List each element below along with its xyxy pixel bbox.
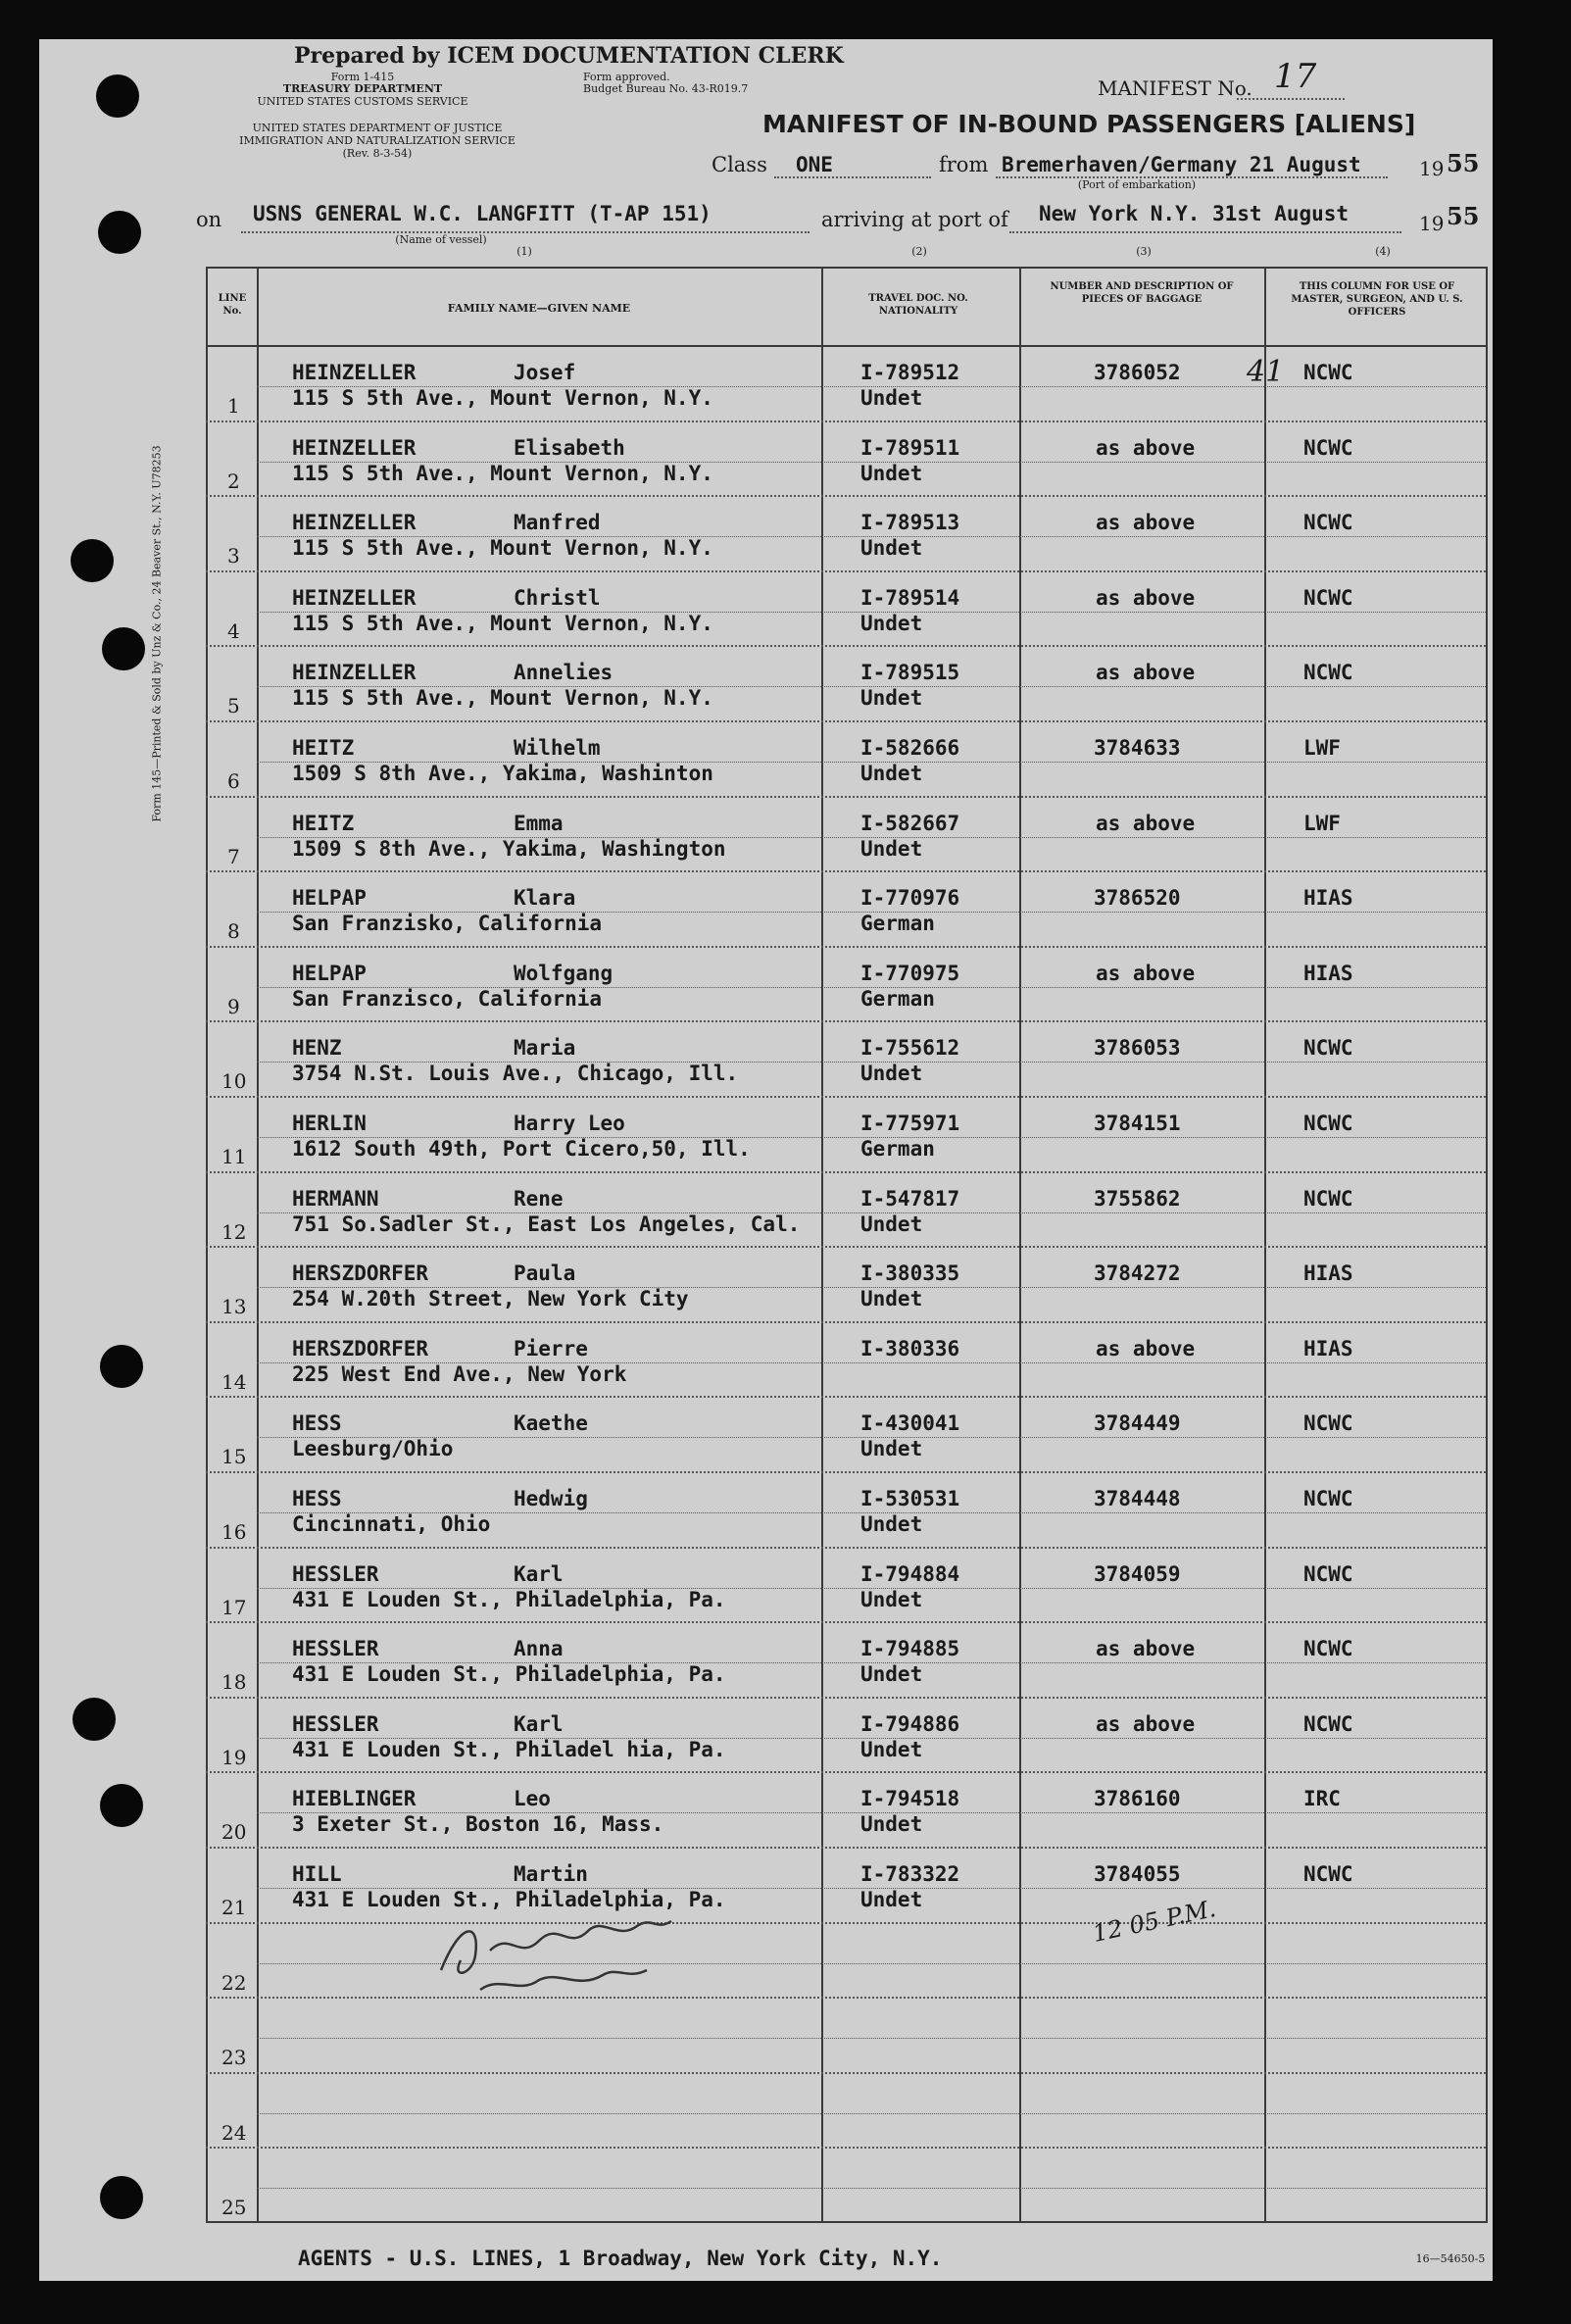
baggage: as above bbox=[1096, 811, 1196, 835]
class-value: ONE bbox=[796, 153, 833, 176]
travel-doc-no: I-430041 bbox=[860, 1411, 960, 1436]
given-name: Emma bbox=[514, 811, 564, 835]
line-number: 19 bbox=[221, 1745, 247, 1769]
family-name: HERMANN bbox=[292, 1186, 379, 1211]
line-number: 18 bbox=[221, 1670, 247, 1695]
family-name: HIEBLINGER bbox=[292, 1787, 417, 1811]
baggage: 3784449 bbox=[1094, 1411, 1181, 1436]
given-name: Manfred bbox=[514, 511, 601, 535]
family-name: HELPAP bbox=[292, 961, 367, 985]
baggage: 3784055 bbox=[1094, 1862, 1181, 1886]
handwritten-note: 41 bbox=[1247, 355, 1285, 389]
line-number: 7 bbox=[227, 844, 240, 868]
from-value: Bremerhaven/Germany 21 August bbox=[1002, 153, 1361, 176]
family-name: HESSLER bbox=[292, 1561, 379, 1586]
officer-use: LWF bbox=[1303, 811, 1341, 835]
travel-doc-no: I-755612 bbox=[860, 1036, 960, 1061]
signature-drawing bbox=[421, 1902, 686, 2009]
address: San Franzisko, California bbox=[292, 912, 603, 936]
given-name: Rene bbox=[514, 1186, 564, 1211]
travel-doc-no: I-530531 bbox=[860, 1487, 960, 1510]
baggage: as above bbox=[1096, 1637, 1196, 1661]
col-num-4: (4) bbox=[1375, 245, 1391, 258]
nationality: German bbox=[860, 912, 935, 936]
address: 1509 S 8th Ave., Yakima, Washinton bbox=[292, 762, 713, 785]
baggage: 3784272 bbox=[1094, 1261, 1181, 1286]
baggage: 3755862 bbox=[1094, 1186, 1181, 1211]
nationality: Undet bbox=[860, 762, 923, 785]
line-number: 10 bbox=[221, 1069, 247, 1094]
col-header-doc: TRAVEL DOC. NO. NATIONALITY bbox=[868, 293, 968, 317]
revision: (Rev. 8-3-54) bbox=[342, 147, 413, 160]
officer-use: NCWC bbox=[1303, 361, 1353, 384]
line-number: 9 bbox=[227, 994, 240, 1018]
given-name: Josef bbox=[514, 361, 576, 384]
family-name: HEITZ bbox=[292, 811, 355, 835]
given-name: Pierre bbox=[514, 1336, 588, 1360]
customs-service: UNITED STATES CUSTOMS SERVICE bbox=[257, 95, 468, 108]
col-header-name: FAMILY NAME—GIVEN NAME bbox=[447, 302, 631, 315]
given-name: Wolfgang bbox=[514, 961, 614, 985]
travel-doc-no: I-794885 bbox=[860, 1637, 960, 1661]
address: 115 S 5th Ave., Mount Vernon, N.Y. bbox=[292, 611, 713, 635]
nationality: German bbox=[860, 986, 935, 1011]
given-name: Christl bbox=[514, 585, 601, 610]
travel-doc-no: I-770976 bbox=[860, 886, 960, 911]
address: 115 S 5th Ave., Mount Vernon, N.Y. bbox=[292, 461, 713, 485]
baggage: 3786160 bbox=[1094, 1787, 1181, 1811]
footer-agents: AGENTS - U.S. LINES, 1 Broadway, New York City, N.Y. bbox=[298, 2247, 943, 2270]
family-name: HEINZELLER bbox=[292, 511, 417, 535]
family-name: HEINZELLER bbox=[292, 661, 417, 685]
travel-doc-no: I-789512 bbox=[860, 361, 960, 384]
line-number: 13 bbox=[221, 1295, 247, 1319]
col-num-3: (3) bbox=[1136, 245, 1152, 258]
nationality: Undet bbox=[860, 1437, 923, 1461]
travel-doc-no: I-794884 bbox=[860, 1561, 960, 1586]
officer-use: NCWC bbox=[1303, 661, 1353, 685]
travel-doc-no: I-794518 bbox=[860, 1787, 960, 1811]
address: San Franzisco, California bbox=[292, 986, 603, 1011]
family-name: HEINZELLER bbox=[292, 585, 417, 610]
arriving-label: arriving at port of bbox=[821, 208, 1008, 231]
line-number: 12 bbox=[221, 1219, 247, 1244]
nationality: Undet bbox=[860, 1211, 923, 1236]
officer-use: NCWC bbox=[1303, 1411, 1353, 1436]
travel-doc-no: I-783322 bbox=[860, 1862, 960, 1886]
given-name: Hedwig bbox=[514, 1487, 588, 1510]
year-prefix: 19 bbox=[1419, 157, 1445, 180]
baggage: as above bbox=[1096, 1336, 1196, 1360]
nationality: Undet bbox=[860, 1512, 923, 1536]
nationality: Undet bbox=[860, 611, 923, 635]
line-number: 23 bbox=[221, 2046, 247, 2070]
form-approved: Form approved. bbox=[583, 71, 670, 83]
nationality: Undet bbox=[860, 1662, 923, 1687]
given-name: Maria bbox=[514, 1036, 576, 1061]
prepared-by: Prepared by ICEM DOCUMENTATION CLERK bbox=[294, 43, 844, 69]
nationality: Undet bbox=[860, 536, 923, 561]
line-number: 6 bbox=[227, 769, 240, 793]
line-number: 21 bbox=[221, 1896, 247, 1919]
nationality: Undet bbox=[860, 1287, 923, 1311]
given-name: Anna bbox=[514, 1637, 564, 1661]
vessel-label: (Name of vessel) bbox=[395, 233, 487, 246]
line-number: 25 bbox=[221, 2196, 247, 2220]
travel-doc-no: I-794886 bbox=[860, 1711, 960, 1736]
address: 431 E Louden St., Philadelphia, Pa. bbox=[292, 1587, 726, 1611]
from-label: from bbox=[939, 153, 989, 176]
address: 431 E Louden St., Philadel hia, Pa. bbox=[292, 1737, 726, 1761]
line-number: 5 bbox=[227, 694, 240, 718]
address: 115 S 5th Ave., Mount Vernon, N.Y. bbox=[292, 686, 713, 711]
given-name: Karl bbox=[514, 1711, 564, 1736]
line-number: 15 bbox=[221, 1445, 247, 1469]
baggage: 3784633 bbox=[1094, 736, 1181, 760]
given-name: Karl bbox=[514, 1561, 564, 1586]
line-number: 24 bbox=[221, 2120, 247, 2145]
baggage: 3784059 bbox=[1094, 1561, 1181, 1586]
nationality: Undet bbox=[860, 1888, 923, 1911]
year2-prefix: 19 bbox=[1419, 212, 1445, 235]
officer-use: NCWC bbox=[1303, 585, 1353, 610]
year-value: 55 bbox=[1447, 149, 1480, 177]
nationality: Undet bbox=[860, 386, 923, 410]
baggage: as above bbox=[1096, 1711, 1196, 1736]
given-name: Kaethe bbox=[514, 1411, 588, 1436]
col-header-baggage: NUMBER AND DESCRIPTION OF PIECES OF BAGGAGE bbox=[1050, 281, 1234, 305]
given-name: Martin bbox=[514, 1862, 588, 1886]
ins-service: IMMIGRATION AND NATURALIZATION SERVICE bbox=[239, 134, 515, 147]
line-number: 1 bbox=[227, 394, 240, 418]
line-number: 2 bbox=[227, 469, 240, 493]
given-name: Klara bbox=[514, 886, 576, 911]
family-name: HERLIN bbox=[292, 1112, 367, 1135]
officer-use: NCWC bbox=[1303, 435, 1353, 460]
baggage: 3786520 bbox=[1094, 886, 1181, 911]
officer-use: IRC bbox=[1303, 1787, 1341, 1811]
baggage: 3786053 bbox=[1094, 1036, 1181, 1061]
officer-use: NCWC bbox=[1303, 1036, 1353, 1061]
address: 431 E Louden St., Philadelphia, Pa. bbox=[292, 1662, 726, 1687]
given-name: Annelies bbox=[514, 661, 614, 685]
officer-use: NCWC bbox=[1303, 1487, 1353, 1510]
given-name: Paula bbox=[514, 1261, 576, 1286]
justice-dept: UNITED STATES DEPARTMENT OF JUSTICE bbox=[252, 122, 503, 134]
class-label: Class bbox=[712, 153, 767, 176]
officer-use: HIAS bbox=[1303, 1336, 1353, 1360]
line-number: 14 bbox=[221, 1369, 247, 1394]
arriving-value: New York N.Y. 31st August bbox=[1039, 202, 1350, 225]
port-embarkation-label: (Port of embarkation) bbox=[1077, 178, 1197, 191]
travel-doc-no: I-789513 bbox=[860, 511, 960, 535]
baggage: 3784151 bbox=[1094, 1112, 1181, 1135]
nationality: Undet bbox=[860, 1812, 923, 1837]
given-name: Elisabeth bbox=[514, 435, 625, 460]
col-num-2: (2) bbox=[911, 245, 927, 258]
officer-use: NCWC bbox=[1303, 1637, 1353, 1661]
manifest-no-label: MANIFEST No. bbox=[1098, 76, 1252, 100]
address: 1509 S 8th Ave., Yakima, Washington bbox=[292, 836, 726, 861]
line-number: 16 bbox=[221, 1520, 247, 1544]
nationality: Undet bbox=[860, 836, 923, 861]
family-name: HELPAP bbox=[292, 886, 367, 911]
family-name: HENZ bbox=[292, 1036, 342, 1061]
manifest-no-value: 17 bbox=[1274, 57, 1317, 96]
officer-use: HIAS bbox=[1303, 1261, 1353, 1286]
family-name: HERSZDORFER bbox=[292, 1261, 429, 1286]
year2-value: 55 bbox=[1447, 202, 1480, 230]
address: 115 S 5th Ave., Mount Vernon, N.Y. bbox=[292, 386, 713, 410]
address: 254 W.20th Street, New York City bbox=[292, 1287, 689, 1311]
form-number: Form 1-415 bbox=[330, 71, 395, 83]
travel-doc-no: I-789515 bbox=[860, 661, 960, 685]
officer-use: NCWC bbox=[1303, 1862, 1353, 1886]
line-number: 11 bbox=[221, 1145, 247, 1168]
baggage: as above bbox=[1096, 961, 1196, 985]
line-number: 4 bbox=[227, 618, 240, 643]
baggage: as above bbox=[1096, 435, 1196, 460]
officer-use: NCWC bbox=[1303, 511, 1353, 535]
officer-use: NCWC bbox=[1303, 1711, 1353, 1736]
address: Cincinnati, Ohio bbox=[292, 1512, 491, 1536]
printer-imprint: Form 145—Printed & Sold by Unz & Co., 24 Beaver St., N.Y. U78253 bbox=[150, 445, 164, 822]
baggage: as above bbox=[1096, 661, 1196, 685]
baggage: 3784448 bbox=[1094, 1487, 1181, 1510]
officer-use: LWF bbox=[1303, 736, 1341, 760]
baggage: as above bbox=[1096, 511, 1196, 535]
travel-doc-no: I-582666 bbox=[860, 736, 960, 760]
officer-use: NCWC bbox=[1303, 1186, 1353, 1211]
nationality: Undet bbox=[860, 1737, 923, 1761]
family-name: HEINZELLER bbox=[292, 435, 417, 460]
nationality: Undet bbox=[860, 461, 923, 485]
officer-use: HIAS bbox=[1303, 961, 1353, 985]
col-header-use: THIS COLUMN FOR USE OF MASTER, SURGEON, AND U. S. OFFICERS bbox=[1291, 281, 1463, 318]
travel-doc-no: I-582667 bbox=[860, 811, 960, 835]
family-name: HESS bbox=[292, 1411, 342, 1436]
address: 115 S 5th Ave., Mount Vernon, N.Y. bbox=[292, 536, 713, 561]
travel-doc-no: I-789511 bbox=[860, 435, 960, 460]
family-name: HEINZELLER bbox=[292, 361, 417, 384]
address: 431 E Louden St., Philadelphia, Pa. bbox=[292, 1888, 726, 1911]
nationality: German bbox=[860, 1137, 935, 1161]
on-label: on bbox=[196, 208, 222, 231]
travel-doc-no: I-775971 bbox=[860, 1112, 960, 1135]
handwritten-time: 12 05 P.M. bbox=[1090, 1895, 1218, 1948]
address: Leesburg/Ohio bbox=[292, 1437, 454, 1461]
col-num-1: (1) bbox=[516, 245, 532, 258]
travel-doc-no: I-789514 bbox=[860, 585, 960, 610]
address: 751 So.Sadler St., East Los Angeles, Cal. bbox=[292, 1211, 801, 1236]
family-name: HESSLER bbox=[292, 1637, 379, 1661]
nationality: Undet bbox=[860, 1587, 923, 1611]
family-name: HESSLER bbox=[292, 1711, 379, 1736]
travel-doc-no: I-770975 bbox=[860, 961, 960, 985]
vessel-name: USNS GENERAL W.C. LANGFITT (T-AP 151) bbox=[253, 202, 712, 225]
line-number: 20 bbox=[221, 1820, 247, 1845]
travel-doc-no: I-547817 bbox=[860, 1186, 960, 1211]
manifest-title: MANIFEST OF IN-BOUND PASSENGERS [ALIENS] bbox=[762, 110, 1416, 138]
address: 3754 N.St. Louis Ave., Chicago, Ill. bbox=[292, 1062, 739, 1086]
col-header-line: LINE No. bbox=[218, 293, 247, 317]
nationality: Undet bbox=[860, 686, 923, 711]
given-name: Wilhelm bbox=[514, 736, 601, 760]
officer-use: NCWC bbox=[1303, 1561, 1353, 1586]
line-number: 22 bbox=[221, 1970, 247, 1995]
baggage: as above bbox=[1096, 585, 1196, 610]
footer-code: 16—54650-5 bbox=[1415, 2252, 1486, 2265]
line-number: 3 bbox=[227, 544, 240, 569]
family-name: HEITZ bbox=[292, 736, 355, 760]
line-number: 8 bbox=[227, 919, 240, 944]
family-name: HERSZDORFER bbox=[292, 1336, 429, 1360]
officer-use: NCWC bbox=[1303, 1112, 1353, 1135]
budget-bureau: Budget Bureau No. 43-R019.7 bbox=[583, 82, 749, 95]
treasury-dept: TREASURY DEPARTMENT bbox=[282, 82, 443, 95]
travel-doc-no: I-380336 bbox=[860, 1336, 960, 1360]
nationality: Undet bbox=[860, 1062, 923, 1086]
travel-doc-no: I-380335 bbox=[860, 1261, 960, 1286]
family-name: HESS bbox=[292, 1487, 342, 1510]
baggage: 3786052 bbox=[1094, 361, 1181, 384]
given-name: Harry Leo bbox=[514, 1112, 625, 1135]
address: 225 West End Ave., New York bbox=[292, 1361, 627, 1386]
address: 3 Exeter St., Boston 16, Mass. bbox=[292, 1812, 664, 1837]
address: 1612 South 49th, Port Cicero,50, Ill. bbox=[292, 1137, 751, 1161]
line-number: 17 bbox=[221, 1595, 247, 1619]
family-name: HILL bbox=[292, 1862, 342, 1886]
officer-use: HIAS bbox=[1303, 886, 1353, 911]
given-name: Leo bbox=[514, 1787, 551, 1811]
